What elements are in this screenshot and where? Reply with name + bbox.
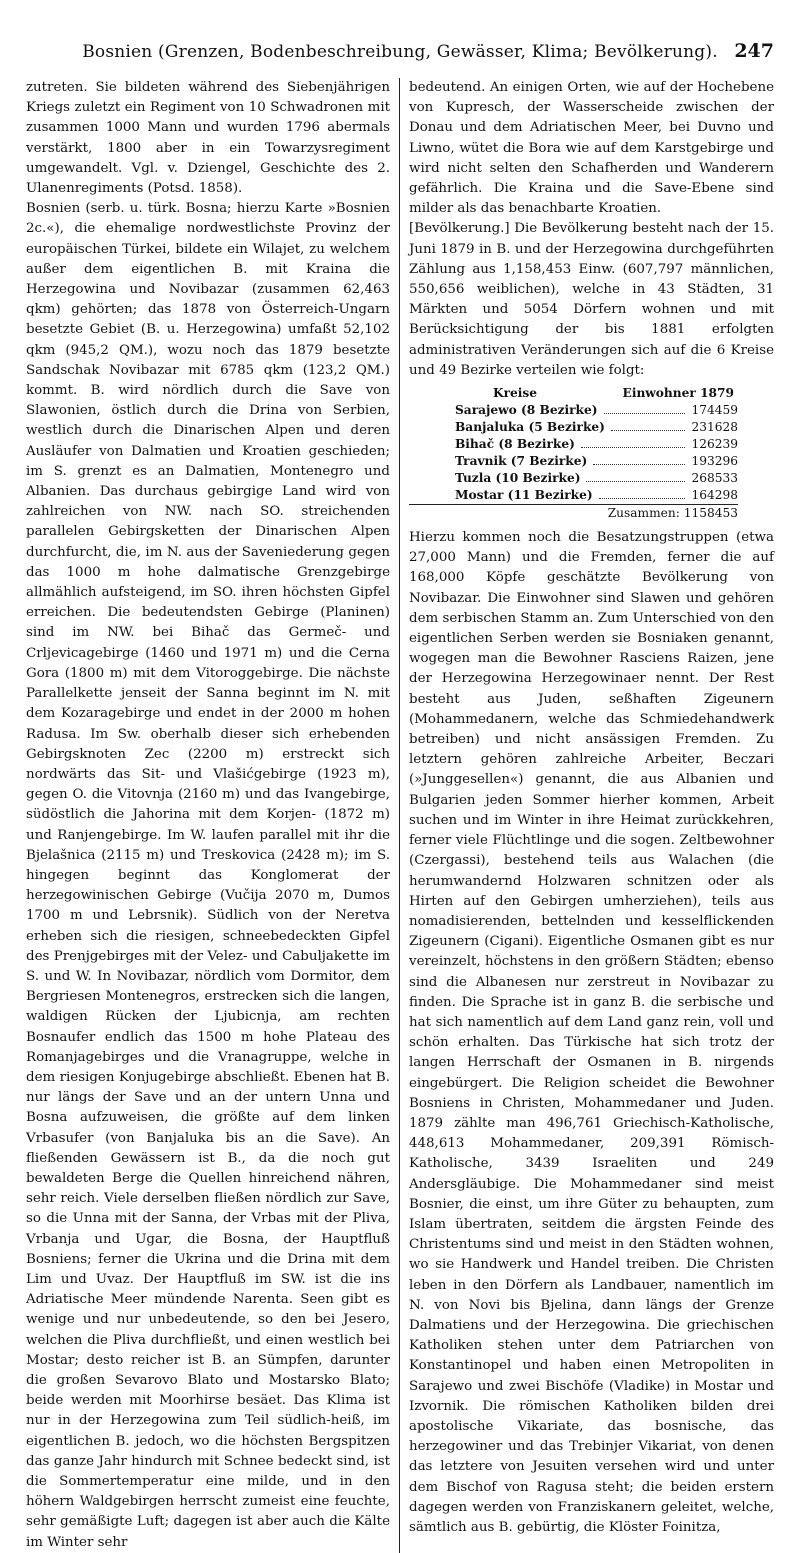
article-text-left: zutreten. Sie bildeten während des Siebenjährigen Kriegs zuletzt ein Regiment von 10 Schwadronen mit zusammen 1000 Mann und wurden 1796 abermals verstärkt, 1800 aber in ein Towarzysregiment umgewandelt. Vgl. v. Dziengel, Geschichte des 2. Ulanenregiments (Potsd. 1858). [26,80,390,197]
district-name: Sarajewo (8 Bezirke) [455,403,598,418]
district-population: 126239 [691,437,738,452]
table-row [409,402,774,419]
leader-dots [593,453,685,465]
population-table-header [409,385,774,402]
left-column [26,78,400,1553]
column-header-kreise: Kreise [493,386,538,401]
population-table [409,385,774,522]
page-number: 247 [734,40,774,62]
running-head: Bosnien (Grenzen, Bodenbeschreibung, Gewässer, Klima; Bevölkerung). [82,42,718,62]
table-row [409,470,774,487]
district-population: 164298 [691,488,738,503]
district-name: Travnik (7 Bezirke) [455,454,588,469]
district-name: Tuzla (10 Bezirke) [455,471,581,486]
leader-dots [599,487,686,499]
table-row [409,487,738,505]
district-name: Banjaluka (5 Bezirke) [455,420,605,435]
district-population: 268533 [691,471,738,486]
table-row [409,419,774,436]
table-row [409,453,774,470]
leader-dots [586,470,685,482]
article-text-left: Bosnien (serb. u. türk. Bosna; hierzu Karte »Bosnien 2c.«), die ehemalige nordwestlichste Provinz der europäischen Türkei, bildete ein Wilajet, zu welchem außer dem eigentlichen B. mit Kraina die Herzegowina und Novibazar (zusammen 62,463 qkm) gehörten; das 1878 von Österreich-Ungarn besetzte Gebiet (B. u. Herzegowina) umfaßt 52,102 qkm (945,2 QM.), wozu noch das 1879 besetzte Sandschak Novibazar mit 6785 qkm (123,2 QM.) kommt. B. wird nördlich durch die Save von Slawonien, östlich durch die Drina von Serbien, westlich durch die Dinarischen Alpen und deren Ausläufer von Dalmatien und Kroatien geschieden; im S. grenzt es an Dalmatien, Montenegro und Albanien. Das durchaus gebirgige Land wird von zahlreichen von NW. nach SO. streichenden parallelen Gebirgsketten der Dinarischen Alpen durchfurcht, die, im N. aus der Saveniederung gegen das 1000 m hohe dalmatische Grenzgebirge allmählich aufsteigend, im SO. ihren höchsten Gipfel erreichen. Die bedeutendsten Gebirge (Planinen) sind im NW. bei Bihač das Germeč- und Crljevicagebirge (1460 und 1971 m) und die Cerna Gora (1800 m) mit dem Vitoroggebirge. Die nächste Parallelkette jenseit der Sanna beginnt im N. mit dem Kozaragebirge und endet in der 2000 m hohen Radusa. Im Sw. oberhalb dieser sich erhebenden Gebirgsknoten Zec (2200 m) erstreckt sich nordwärts das Sit- und Vlašićgebirge (1923 m), gegen O. die Vitovnja (2160 m) und das Ivangebirge, südöstlich die Jahorina mit dem Korjen- (1872 m) und Ranjengebirge. Im W. laufen parallel mit ihr die Bjelašnica (2115 m) und Treskovica (2428 m); im S. hingegen beginnt das Konglomerat der herzegowinischen Gebirge (Vučija 2070 m, Dumos 1700 m und Lebrsnik). Südlich von der Neretva erheben sich die riesigen, schneebedeckten Gipfel des Prenjgebirges mit der Velez- und Cabuljakette im S. und W. In Novibazar, nördlich vom Dormitor, dem Bergriesen Montenegros, erstrecken sich die langen, waldigen Rücken der Ljubicnja, am rechten Bosnaufer endlich das 1500 m hohe Plateau des Romanjagebirges und die Vranagruppe, welche in dem riesigen Konjugebirge abschließt. Ebenen hat B. nur längs der Save und an der untern Unna und Bosna aufzuweisen, die größte auf dem linken Vrbasufer (von Banjaluka bis an die Save). An fließenden Gewässern ist B., da die noch gut bewaldeten Berge die Quellen hinreichend nähren, sehr reich. Viele derselben fließen nördlich zur Save, so die Unna mit der Sanna, der Vrbas mit der Pliva, Vrbanja und Ugar, die Bosna, der Hauptfluß Bosniens; ferner die Ukrina und die Drina mit dem Lim und Uvaz. Der Hauptfluß im SW. ist die ins Adriatische Meer mündende Narenta. Seen gibt es wenige und nur unbedeutende, so den bei Jesero, welchen die Pliva durchfließt, und einen westlich bei Mostar; desto reicher ist B. an Sümpfen, darunter die großen Sevarovo Blato und Mostarsko Blato; beide werden mit Moorhirse besäet. Das Klima ist nur in der Herzegowina zum Teil südlich-heiß, im eigentlichen B. jedoch, wo die höchsten Bergspitzen das ganze Jahr hindurch mit Schnee bedeckt sind, ist die Sommertemperatur eine milde, und in den höhern Waldgebirgen herrscht zumeist eine feuchte, sehr gemäßigte Luft; dagegen ist aber auch die Kälte im Winter sehr [26,201,390,1550]
right-column [400,78,774,1553]
district-name: Mostar (11 Bezirke) [455,488,593,503]
leader-dots [604,402,686,414]
column-header-einwohner: Einwohner 1879 [622,386,734,401]
leader-dots [581,436,686,448]
text-columns [26,78,774,1553]
page-header [26,36,774,70]
district-population: 231628 [691,420,738,435]
population-intro: [Bevölkerung.] Die Bevölkerung besteht nach der 15. Juni 1879 in B. und der Herzegowina durchgeführten Zählung aus 1,158,453 Einw. (607,797 männlichen, 550,656 weiblichen), welche in 43 Städten, 31 Märkten und 5054 Dörfern wohnen und mit Berücksichtigung der bis 1881 erfolgten administrativen Veränderungen sich auf die 6 Kreise und 49 Bezirke verteilen wie folgt: [409,221,774,378]
district-name: Bihač (8 Bezirke) [455,437,575,452]
district-population: 193296 [691,454,738,469]
leader-dots [611,419,686,431]
table-row [409,436,774,453]
population-total: Zusammen: 1158453 [607,506,738,521]
article-text-right-bottom: Hierzu kommen noch die Besatzungstruppen (etwa 27,000 Mann) und die Fremden, ferner die auf 168,000 Köpfe geschätzte Bevölkerung von Novibazar. Die Einwohner sind Slawen und gehören dem serbischen Stamm an. Zum Unterschied von den eigentlichen Serben werden sie Bosniaken genannt, wogegen man die Bewohner Rasciens Raizen, jene der Herzegowina Herzegowinaer nennt. Der Rest besteht aus Juden, seßhaften Zigeunern (Mohammedanern, welche das Schmiedehandwerk betreiben) und nicht ansässigen Fremden. Zu letztern gehören zahlreiche Arbeiter, Beczari (»Junggesellen«) genannt, die aus Albanien und Bulgarien jeden Sommer hierher kommen, Arbeit suchen und im Winter in ihre Heimat zurückkehren, ferner viele Flüchtlinge und die sogen. Zeltbewohner (Czergassi), bestehend teils aus Walachen (die herumwandernd Holzwaren schnitzen oder als Hirten auf den Gebirgen umherziehen), teils aus nomadisierenden, bettelnden und kesselflickenden Zigeunern (Cigani). Eigentliche Osmanen gibt es nur vereinzelt, höchstens in den größern Städten; ebenso sind die Albanesen nur zerstreut in Novibazar zu finden. Die Sprache ist in ganz B. die serbische und hat sich namentlich auf dem Land ganz rein, voll und schön erhalten. Das Türkische hat sich trotz der langen Herrschaft der Osmanen in B. nirgends eingebürgert. Die Religion scheidet die Bewohner Bosniens in Christen, Mohammedaner und Juden. 1879 zählte man 496,761 Griechisch-Katholische, 448,613 Mohammedaner, 209,391 Römisch-Katholische, 3439 Israeliten und 249 Andersgläubige. Die Mohammedaner sind meist Bosnier, die einst, um ihre Güter zu behaupten, zum Islam übertraten, seitdem die ärgsten Feinde des Christentums sind und meist in den Städten wohnen, wo sie Handwerk und Handel treiben. Die Christen leben in den Dörfern als Landbauer, namentlich im N. von Novi bis Bjelina, dann längs der Grenze Dalmatiens und der Herzegowina. Die griechischen Katholiken stehen unter dem Patriarchen von Konstantinopel und haben einen Metropoliten in Sarajewo und zwei Bischöfe (Vladike) in Mostar und Izvornik. Die römischen Katholiken bilden drei apostolische Vikariate, das bosnische, das herzegowiner und das Trebinjer Vikariat, von denen das letztere von Jesuiten versehen wird und unter dem Bischof von Ragusa steht; die beiden erstern dagegen werden von Franziskanern geleitet, welche, sämtlich aus B. gebürtig, die Klöster Foinitza, [409,530,774,1535]
district-population: 174459 [691,403,738,418]
article-text-right-top: bedeutend. An einigen Orten, wie auf der Hochebene von Kupresch, der Wasserscheide zwischen der Donau und dem Adriatischen Meer, bei Duvno und Liwno, wütet die Bora wie auf dem Karstgebirge und wird nicht selten den Schafherden und Wanderern gefährlich. Die Kraina und die Save-Ebene sind milder als das benachbarte Kroatien. [409,80,774,217]
